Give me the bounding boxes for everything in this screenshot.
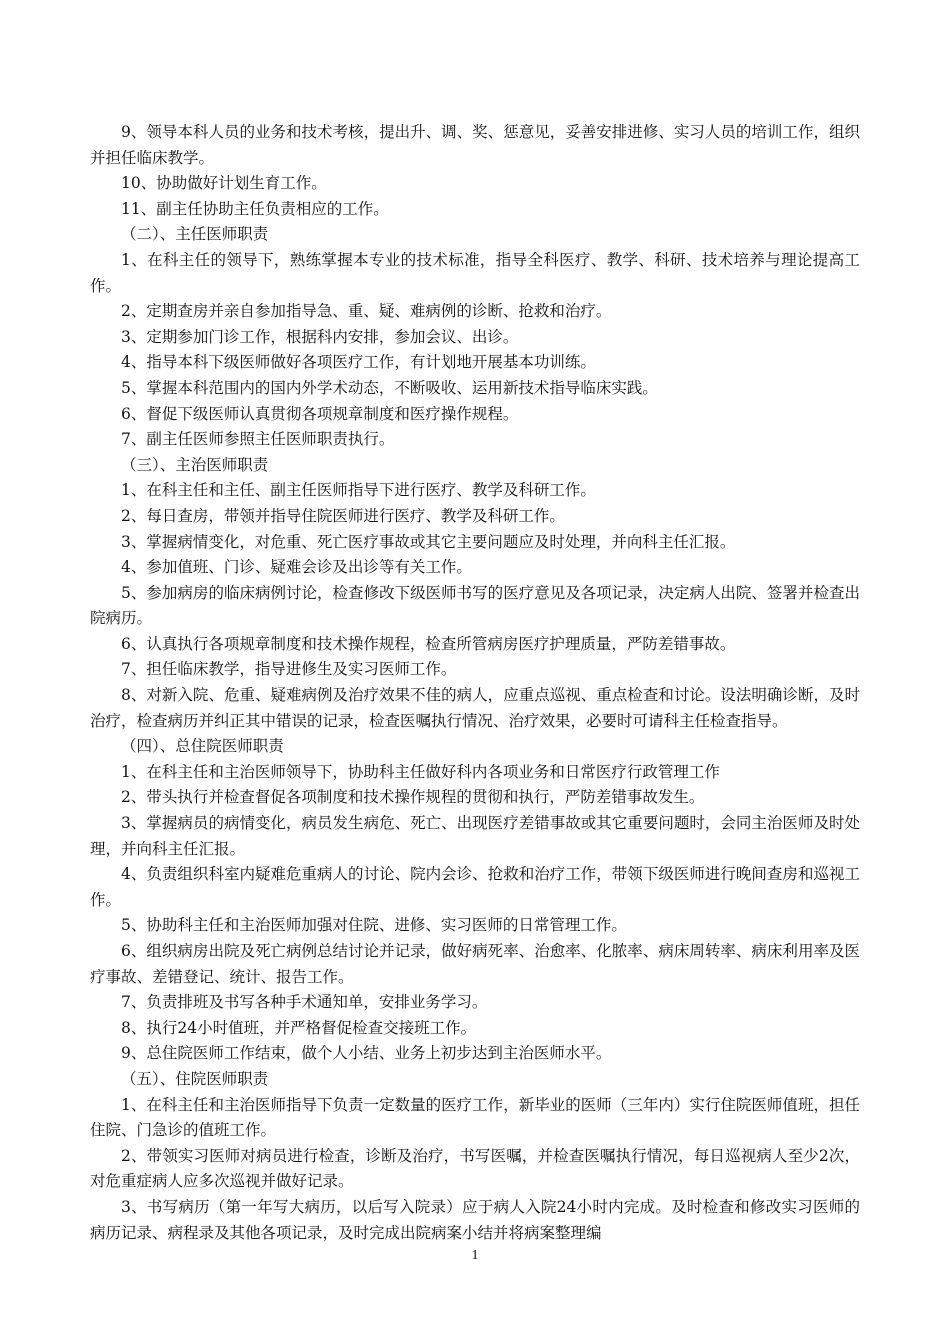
paragraph: 1、在科主任和主治医师领导下，协助科主任做好科内各项业务和日常医疗行政管理工作 xyxy=(121,762,720,781)
paragraph: 7、负责排班及书写各种手术通知单，安排业务学习。 xyxy=(121,993,488,1012)
paragraph: 1、在科主任的领导下，熟练掌握本专业的技术标准，指导全科医疗、教学、科研、技术培养与理论提高工作。 xyxy=(90,250,860,295)
paragraph: 5、协助科主任和主治医师加强对住院、进修、实习医师的日常管理工作。 xyxy=(121,916,627,935)
paragraph: 1、在科主任和主治医师指导下负责一定数量的医疗工作，新毕业的医师（三年内）实行住院医师值班，担任住院、门急诊的值班工作。 xyxy=(90,1095,860,1140)
document-body xyxy=(90,120,860,1246)
paragraph: 8、执行24小时值班，并严格督促检查交接班工作。 xyxy=(121,1018,477,1037)
paragraph: 2、定期查房并亲自参加指导急、重、疑、难病例的诊断、抢救和治疗。 xyxy=(121,302,612,321)
paragraph: 6、组织病房出院及死亡病例总结讨论并记录，做好病死率、治愈率、化脓率、病床周转率、病床利用率及医疗事故、差错登记、统计、报告工作。 xyxy=(90,942,860,986)
paragraph: 11、副主任协助主任负责相应的工作。 xyxy=(121,199,389,218)
section-heading: （二）、主任医师职责 xyxy=(121,225,269,244)
paragraph: 2、带领实习医师对病员进行检查，诊断及治疗，书写医嘱，并检查医嘱执行情况，每日巡视病人至少2次，对危重症病人应多次巡视并做好记录。 xyxy=(90,1146,860,1191)
paragraph: 4、参加值班、门诊、疑难会诊及出诊等有关工作。 xyxy=(121,558,472,577)
paragraph: 5、参加病房的临床病例讨论，检查修改下级医师书写的医疗意见及各项记录，决定病人出院、签署并检查出院病历。 xyxy=(90,583,860,628)
page-number: 1 xyxy=(471,1248,479,1263)
paragraph: 5、掌握本科范围内的国内外学术动态，不断吸收、运用新技术指导临床实践。 xyxy=(121,378,658,397)
paragraph: 2、每日查房，带领并指导住院医师进行医疗、教学及科研工作。 xyxy=(121,506,565,525)
paragraph: 6、督促下级医师认真贯彻各项规章制度和医疗操作规程。 xyxy=(121,404,519,423)
paragraph: 1、在科主任和主任、副主任医师指导下进行医疗、教学及科研工作。 xyxy=(121,481,596,500)
section-heading: （五）、住院医师职责 xyxy=(121,1069,269,1088)
paragraph: 3、掌握病情变化，对危重、死亡医疗事故或其它主要问题应及时处理，并向科主任汇报。 xyxy=(121,532,736,551)
paragraph: 2、带头执行并检查督促各项制度和技术操作规程的贯彻和执行，严防差错事故发生。 xyxy=(121,788,705,807)
section-heading: （四）、总住院医师职责 xyxy=(121,737,284,756)
paragraph: 3、定期参加门诊工作，根据科内安排，参加会议、出诊。 xyxy=(121,327,519,346)
paragraph: 4、指导本科下级医师做好各项医疗工作，有计划地开展基本功训练。 xyxy=(121,353,596,372)
paragraph: 9、领导本科人员的业务和技术考核，提出升、调、奖、惩意见，妥善安排进修、实习人员的培训工作，组织并担任临床教学。 xyxy=(90,123,860,167)
paragraph: 4、负责组织科室内疑难危重病人的讨论、院内会诊、抢救和治疗工作，带领下级医师进行晚间查房和巡视工作。 xyxy=(90,865,860,909)
paragraph: 9、总住院医师工作结束，做个人小结、业务上初步达到主治医师水平。 xyxy=(121,1044,612,1063)
paragraph: 7、担任临床教学，指导进修生及实习医师工作。 xyxy=(121,660,457,679)
paragraph: 3、书写病历（第一年写大病历，以后写入院录）应于病人入院24小时内完成。及时检查和修改实习医师的病历记录、病程录及其他各项记录，及时完成出院病案小结并将病案整理编 xyxy=(90,1197,860,1242)
paragraph: 10、协助做好计划生育工作。 xyxy=(121,174,327,193)
paragraph: 8、对新入院、危重、疑难病例及治疗效果不佳的病人，应重点巡视、重点检查和讨论。设法明确诊断，及时治疗，检查病历并纠正其中错误的记录，检查医嘱执行情况、治疗效果，必要时可请科主任检查指导。 xyxy=(90,686,860,730)
paragraph: 7、副主任医师参照主任医师职责执行。 xyxy=(121,430,395,449)
section-heading: （三）、主治医师职责 xyxy=(121,455,269,474)
paragraph: 6、认真执行各项规章制度和技术操作规程，检查所管病房医疗护理质量，严防差错事故。 xyxy=(121,634,736,653)
paragraph: 3、掌握病员的病情变化，病员发生病危、死亡、出现医疗差错事故或其它重要问题时，会同主治医师及时处理，并向科主任汇报。 xyxy=(90,814,860,858)
